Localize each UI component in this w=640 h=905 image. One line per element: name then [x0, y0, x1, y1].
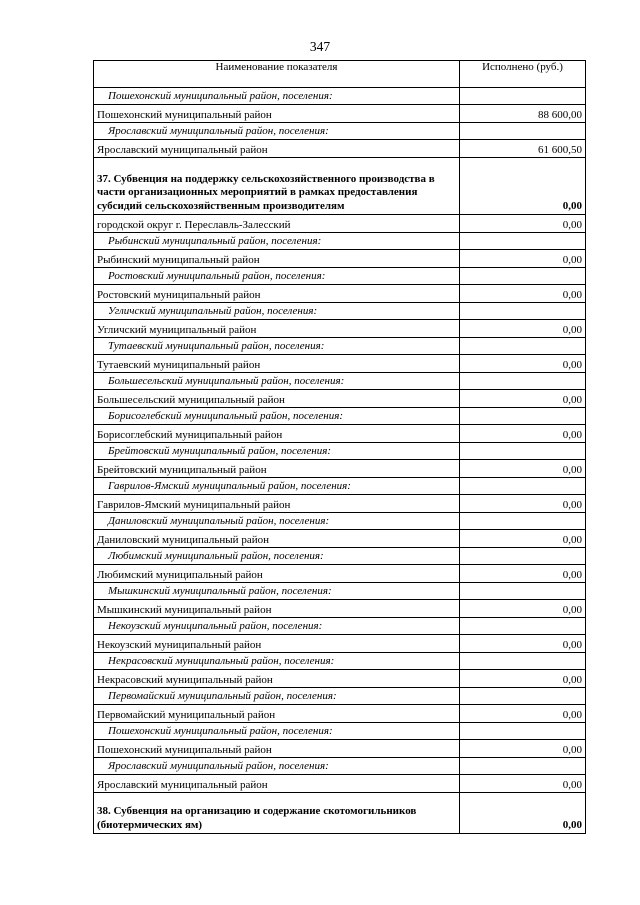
- district-name: Рыбинский муниципальный район: [94, 250, 460, 268]
- executed-value: [460, 618, 586, 635]
- subheading-label: Первомайский муниципальный район, поселения:: [94, 688, 460, 705]
- subheading-label: Большесельский муниципальный район, поселения:: [94, 373, 460, 390]
- section-title: 38. Субвенция на организацию и содержание скотомогильников (биотермических ям): [94, 793, 460, 834]
- subheading-label: Рыбинский муниципальный район, поселения:: [94, 233, 460, 250]
- subheading-row: [94, 443, 586, 460]
- table-row: [94, 705, 586, 723]
- executed-value: [460, 513, 586, 530]
- executed-value: [460, 88, 586, 105]
- executed-value: 0,00: [460, 495, 586, 513]
- district-name: Даниловский муниципальный район: [94, 530, 460, 548]
- subheading-label: Ярославский муниципальный район, поселения:: [94, 123, 460, 140]
- report-table-body: [94, 88, 586, 834]
- executed-value: 0,00: [460, 460, 586, 478]
- section-row: [94, 158, 586, 215]
- table-header-row: [94, 61, 586, 88]
- subheading-row: [94, 513, 586, 530]
- section-total: 0,00: [460, 158, 586, 215]
- executed-value: 0,00: [460, 565, 586, 583]
- executed-value: [460, 723, 586, 740]
- subheading-row: [94, 268, 586, 285]
- subheading-label: Брейтовский муниципальный район, поселения:: [94, 443, 460, 460]
- column-header-name: Наименование показателя: [94, 61, 460, 88]
- table-row: [94, 390, 586, 408]
- table-row: [94, 140, 586, 158]
- executed-value: 88 600,00: [460, 105, 586, 123]
- executed-value: [460, 338, 586, 355]
- subheading-row: [94, 583, 586, 600]
- executed-value: [460, 443, 586, 460]
- executed-value: 0,00: [460, 215, 586, 233]
- table-row: [94, 495, 586, 513]
- executed-value: 0,00: [460, 390, 586, 408]
- table-row: [94, 635, 586, 653]
- subheading-row: [94, 303, 586, 320]
- table-row: [94, 105, 586, 123]
- executed-value: 0,00: [460, 635, 586, 653]
- report-table: [93, 60, 586, 834]
- subheading-label: Любимский муниципальный район, поселения:: [94, 548, 460, 565]
- district-name: Угличский муниципальный район: [94, 320, 460, 338]
- executed-value: [460, 303, 586, 320]
- executed-value: 0,00: [460, 705, 586, 723]
- district-name: Гаврилов-Ямский муниципальный район: [94, 495, 460, 513]
- subheading-row: [94, 338, 586, 355]
- executed-value: [460, 373, 586, 390]
- subheading-row: [94, 233, 586, 250]
- district-name: Ярославский муниципальный район: [94, 140, 460, 158]
- district-name: Некрасовский муниципальный район: [94, 670, 460, 688]
- executed-value: 0,00: [460, 250, 586, 268]
- table-row: [94, 600, 586, 618]
- district-name: Большесельский муниципальный район: [94, 390, 460, 408]
- column-header-value: Исполнено (руб.): [460, 61, 586, 88]
- subheading-row: [94, 88, 586, 105]
- district-name: Любимский муниципальный район: [94, 565, 460, 583]
- executed-value: 0,00: [460, 285, 586, 303]
- table-row: [94, 320, 586, 338]
- executed-value: 0,00: [460, 670, 586, 688]
- executed-value: [460, 548, 586, 565]
- district-name: Первомайский муниципальный район: [94, 705, 460, 723]
- table-row: [94, 215, 586, 233]
- table-row: [94, 775, 586, 793]
- district-name: Тутаевский муниципальный район: [94, 355, 460, 373]
- district-name: Мышкинский муниципальный район: [94, 600, 460, 618]
- subheading-label: Угличский муниципальный район, поселения:: [94, 303, 460, 320]
- table-row: [94, 670, 586, 688]
- section-total: 0,00: [460, 793, 586, 834]
- executed-value: 0,00: [460, 530, 586, 548]
- executed-value: [460, 408, 586, 425]
- subheading-label: Пошехонский муниципальный район, поселения:: [94, 723, 460, 740]
- table-row: [94, 740, 586, 758]
- executed-value: [460, 758, 586, 775]
- section-row: [94, 793, 586, 834]
- subheading-row: [94, 478, 586, 495]
- district-name: Борисоглебский муниципальный район: [94, 425, 460, 443]
- executed-value: 0,00: [460, 740, 586, 758]
- subheading-label: Тутаевский муниципальный район, поселения:: [94, 338, 460, 355]
- subheading-row: [94, 123, 586, 140]
- subheading-label: Ростовский муниципальный район, поселения:: [94, 268, 460, 285]
- subheading-label: Борисоглебский муниципальный район, поселения:: [94, 408, 460, 425]
- table-row: [94, 460, 586, 478]
- subheading-label: Даниловский муниципальный район, поселения:: [94, 513, 460, 530]
- district-name: Пошехонский муниципальный район: [94, 740, 460, 758]
- subheading-row: [94, 758, 586, 775]
- executed-value: [460, 653, 586, 670]
- subheading-row: [94, 548, 586, 565]
- section-title: 37. Субвенция на поддержку сельскохозяйственного производства в части организационных мероприятий в рамках предоставления субсидий сельскохозяйственным производителям: [94, 158, 460, 215]
- subheading-label: Мышкинский муниципальный район, поселения:: [94, 583, 460, 600]
- executed-value: [460, 123, 586, 140]
- subheading-row: [94, 618, 586, 635]
- subheading-label: Ярославский муниципальный район, поселения:: [94, 758, 460, 775]
- executed-value: [460, 478, 586, 495]
- district-name: Некоузский муниципальный район: [94, 635, 460, 653]
- table-row: [94, 285, 586, 303]
- subheading-row: [94, 688, 586, 705]
- executed-value: [460, 233, 586, 250]
- executed-value: 0,00: [460, 425, 586, 443]
- subheading-row: [94, 653, 586, 670]
- executed-value: 0,00: [460, 775, 586, 793]
- subheading-row: [94, 408, 586, 425]
- district-name: Ярославский муниципальный район: [94, 775, 460, 793]
- subheading-row: [94, 373, 586, 390]
- executed-value: 0,00: [460, 600, 586, 618]
- subheading-label: Гаврилов-Ямский муниципальный район, поселения:: [94, 478, 460, 495]
- subheading-label: Некоузский муниципальный район, поселения:: [94, 618, 460, 635]
- subheading-label: Пошехонский муниципальный район, поселения:: [94, 88, 460, 105]
- district-name: Ростовский муниципальный район: [94, 285, 460, 303]
- district-name: городской округ г. Переславль-Залесский: [94, 215, 460, 233]
- table-row: [94, 530, 586, 548]
- executed-value: 0,00: [460, 355, 586, 373]
- table-row: [94, 355, 586, 373]
- district-name: Брейтовский муниципальный район: [94, 460, 460, 478]
- executed-value: [460, 583, 586, 600]
- subheading-label: Некрасовский муниципальный район, поселения:: [94, 653, 460, 670]
- executed-value: [460, 268, 586, 285]
- executed-value: [460, 688, 586, 705]
- subheading-row: [94, 723, 586, 740]
- table-row: [94, 425, 586, 443]
- district-name: Пошехонский муниципальный район: [94, 105, 460, 123]
- table-row: [94, 250, 586, 268]
- executed-value: 61 600,50: [460, 140, 586, 158]
- executed-value: 0,00: [460, 320, 586, 338]
- table-row: [94, 565, 586, 583]
- page-number: 347: [309, 39, 331, 54]
